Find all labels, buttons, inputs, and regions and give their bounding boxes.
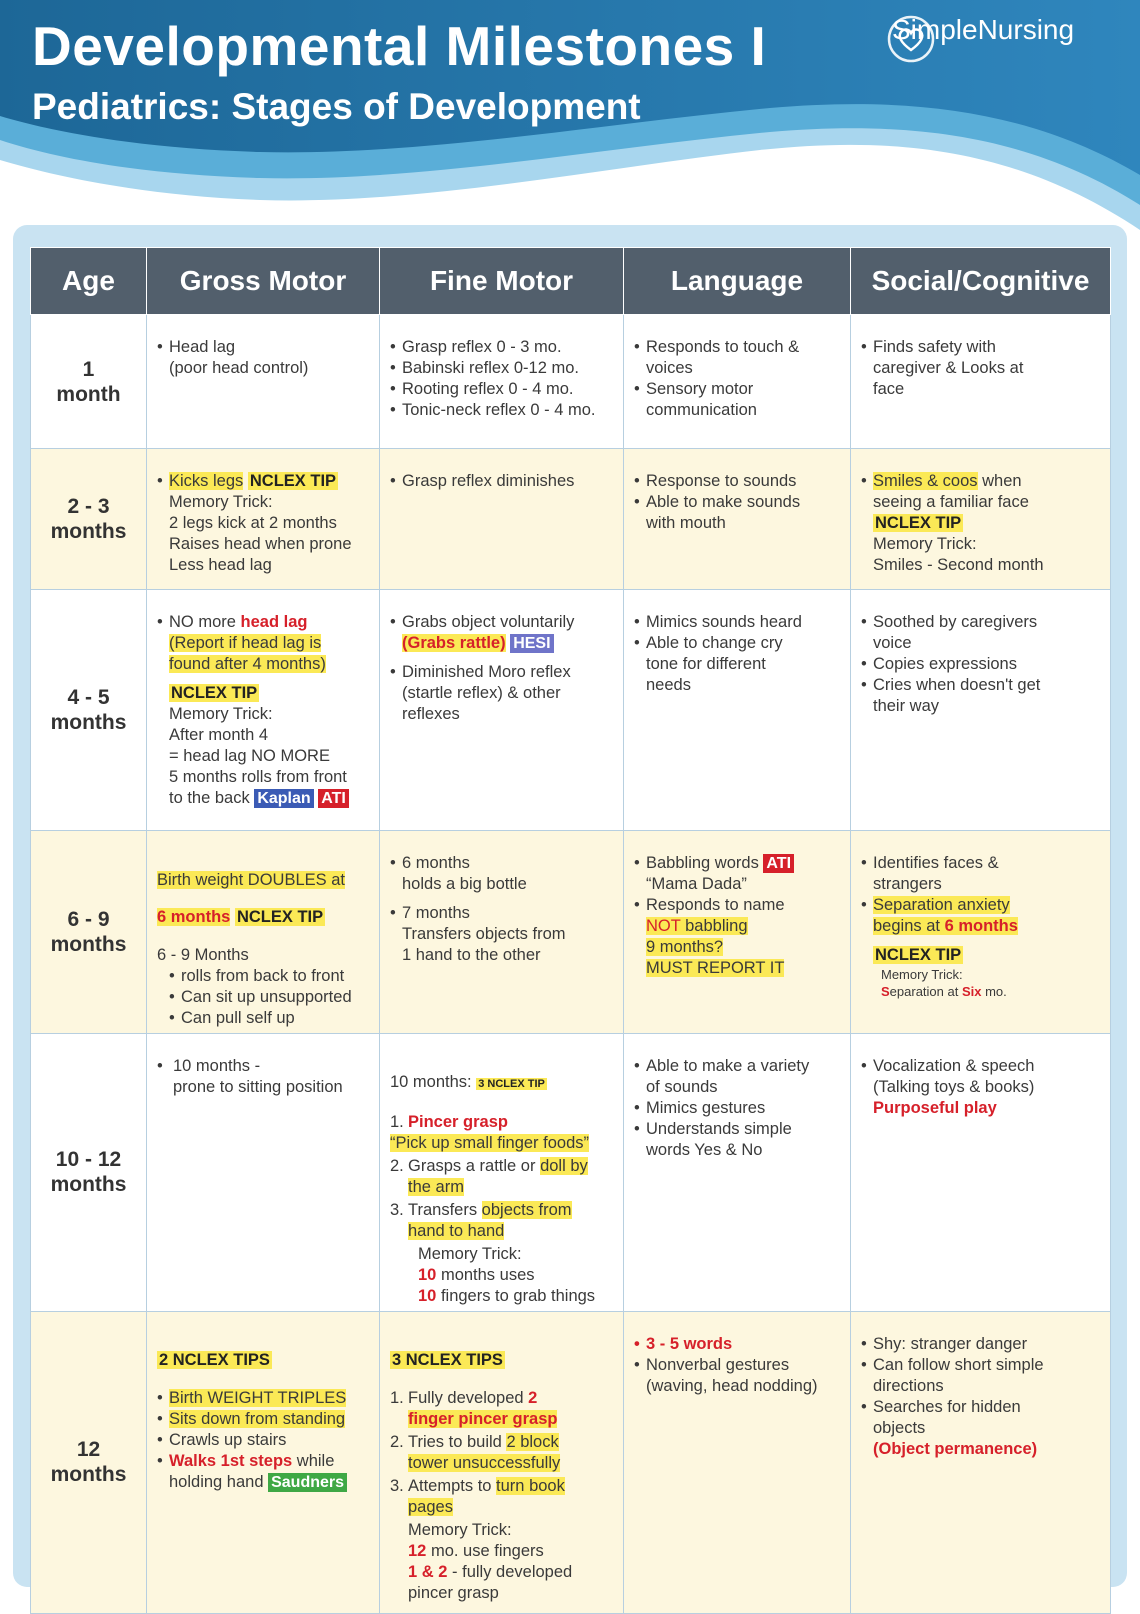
list-item: • Crawls up stairs bbox=[157, 1430, 373, 1451]
list-item: (Object permanence) bbox=[873, 1439, 1038, 1458]
list-item: needs bbox=[646, 676, 691, 694]
list-item: 1 hand to the other bbox=[402, 946, 541, 964]
list-item: • Copies expressions bbox=[861, 654, 1104, 675]
list-item bbox=[157, 1350, 373, 1371]
col-header-age: Age bbox=[31, 248, 147, 315]
list-item: • Babinski reflex 0-12 mo. bbox=[390, 358, 617, 379]
list-item: NOT babbling bbox=[646, 917, 748, 935]
list-item: • Cries when doesn't get bbox=[861, 675, 1104, 696]
list-item: • Smiles & coos when bbox=[861, 471, 1104, 492]
list-item: face bbox=[873, 380, 905, 398]
list-item: holds a big bottle bbox=[402, 875, 527, 893]
list-item: • Head lag bbox=[157, 337, 373, 358]
list-item: pincer grasp bbox=[408, 1583, 499, 1602]
list-item: Memory Trick: bbox=[169, 705, 273, 723]
list-item: of sounds bbox=[646, 1077, 718, 1096]
list-item: MUST REPORT IT bbox=[646, 959, 785, 977]
list-item: seeing a familiar face bbox=[873, 493, 1029, 511]
list-item: reflexes bbox=[402, 705, 460, 723]
list-item: • NO more head lag bbox=[157, 612, 373, 633]
nclex-tip-badge: 3 NCLEX TIP bbox=[478, 1078, 545, 1090]
list-item: • Able to make a variety bbox=[634, 1056, 844, 1077]
brand-name: SimpleNursing bbox=[892, 14, 1075, 45]
list-item: • Babbling words ATI bbox=[634, 853, 844, 874]
list-item: Purposeful play bbox=[873, 1098, 997, 1117]
fine-motor-cell bbox=[380, 831, 624, 1034]
list-item: prone to sitting position bbox=[173, 1077, 343, 1096]
table-row bbox=[31, 1311, 1111, 1613]
col-header-fine-motor: Fine Motor bbox=[380, 248, 624, 315]
list-item: 6 - 9 Months bbox=[157, 945, 249, 964]
list-item: • Separation anxiety bbox=[861, 895, 1104, 916]
table-row bbox=[31, 1033, 1111, 1311]
list-item: After month 4 bbox=[169, 726, 269, 744]
list-item: 2. Tries to build 2 block tower unsuccessfully bbox=[390, 1432, 561, 1472]
list-item: • Finds safety with bbox=[861, 337, 1104, 358]
nclex-tips-badge: 2 NCLEX TIPS bbox=[159, 1351, 270, 1369]
social-cognitive-cell bbox=[851, 1311, 1111, 1613]
gross-motor-cell bbox=[147, 831, 380, 1034]
language-cell bbox=[624, 1311, 851, 1613]
table-row bbox=[31, 315, 1111, 449]
language-cell bbox=[624, 315, 851, 449]
table-row bbox=[31, 831, 1111, 1034]
fine-motor-cell bbox=[380, 590, 624, 831]
age-cell: 1 month bbox=[31, 315, 147, 449]
list-item: • 6 months bbox=[390, 853, 617, 874]
gross-motor-cell bbox=[147, 315, 380, 449]
list-item: 12 mo. use fingers bbox=[408, 1541, 544, 1560]
gross-motor-cell bbox=[147, 1311, 380, 1613]
list-item: • Vocalization & speech bbox=[861, 1056, 1104, 1077]
list-item: • Sits down from standing bbox=[157, 1409, 373, 1430]
list-item: Memory Trick: bbox=[408, 1520, 512, 1539]
list-item: • Understands simple bbox=[634, 1119, 844, 1140]
list-item: 5 months rolls from front bbox=[169, 768, 347, 786]
nclex-tip-badge: NCLEX TIP bbox=[875, 514, 962, 532]
age-cell: 10 - 12 months bbox=[31, 1033, 147, 1311]
age-cell: 4 - 5 months bbox=[31, 590, 147, 831]
list-item: 3. Transfers objects from hand to hand bbox=[390, 1200, 572, 1240]
list-item: communication bbox=[646, 401, 757, 419]
language-cell bbox=[624, 590, 851, 831]
list-item: • Grasp reflex 0 - 3 mo. bbox=[390, 337, 617, 358]
list-item: Less head lag bbox=[169, 556, 272, 574]
list-item: Memory Trick: bbox=[169, 493, 273, 511]
list-item: = head lag NO MORE bbox=[169, 747, 330, 765]
social-cognitive-cell bbox=[851, 590, 1111, 831]
list-item: begins at 6 months bbox=[873, 917, 1018, 935]
list-item: • Identifies faces & bbox=[861, 853, 1104, 874]
list-item: • Nonverbal gestures bbox=[634, 1355, 844, 1376]
list-item: • Searches for hidden bbox=[861, 1397, 1104, 1418]
language-cell bbox=[624, 449, 851, 590]
nclex-tip-badge: NCLEX TIP bbox=[236, 908, 324, 926]
list-item: Smiles - Second month bbox=[873, 556, 1044, 574]
list-item: Transfers objects from bbox=[402, 925, 566, 943]
list-item: 3. Attempts to turn book pages bbox=[390, 1476, 565, 1516]
list-item: 10 fingers to grab things bbox=[418, 1286, 596, 1305]
list-item: • Can follow short simple bbox=[861, 1355, 1104, 1376]
list-item: 1 & 2 - fully developed bbox=[408, 1562, 573, 1581]
list-item: • Can sit up unsupported bbox=[169, 987, 373, 1008]
list-item: • Able to make sounds bbox=[634, 492, 844, 513]
heart-stethoscope-icon bbox=[886, 14, 936, 64]
list-item: directions bbox=[873, 1376, 944, 1395]
col-header-social-cognitive: Social/Cognitive bbox=[851, 248, 1111, 315]
list-item: 2 legs kick at 2 months bbox=[169, 514, 337, 532]
list-item: Raises head when prone bbox=[169, 535, 352, 553]
nclex-tip-badge: NCLEX TIP bbox=[875, 946, 962, 964]
list-item: 10 months: 3 NCLEX TIP bbox=[390, 1073, 545, 1091]
list-item: • Mimics sounds heard bbox=[634, 612, 844, 633]
list-item: • Grabs object voluntarily bbox=[390, 612, 617, 633]
list-item: • Sensory motor bbox=[634, 379, 844, 400]
list-item: holding hand Saudners bbox=[157, 1472, 373, 1493]
list-item: • Walks 1st steps while bbox=[157, 1451, 373, 1472]
list-item: their way bbox=[873, 697, 940, 715]
list-item: Memory Trick: bbox=[881, 967, 963, 982]
list-item: (startle reflex) & other bbox=[402, 684, 561, 702]
list-item bbox=[861, 945, 1104, 966]
milestones-table bbox=[30, 247, 1111, 1614]
social-cognitive-cell bbox=[851, 1033, 1111, 1311]
language-cell bbox=[624, 1033, 851, 1311]
list-item: Memory Trick: bbox=[418, 1244, 522, 1263]
col-header-language: Language bbox=[624, 248, 851, 315]
table-row bbox=[31, 590, 1111, 831]
list-item: Memory Trick: bbox=[873, 535, 977, 553]
list-item: tone for different bbox=[646, 655, 766, 673]
list-item bbox=[861, 513, 1104, 534]
list-item: • Can pull self up bbox=[169, 1008, 373, 1029]
page-title: Developmental Milestones I bbox=[32, 15, 767, 77]
col-header-gross-motor: Gross Motor bbox=[147, 248, 380, 315]
social-cognitive-cell bbox=[851, 831, 1111, 1034]
list-item: • 3 - 5 words bbox=[634, 1334, 844, 1355]
list-item: • Grasp reflex diminishes bbox=[390, 471, 617, 492]
list-item: found after 4 months) bbox=[169, 655, 326, 673]
list-item: 9 months? bbox=[646, 938, 724, 956]
nclex-tip-badge: NCLEX TIP bbox=[171, 684, 258, 702]
list-item bbox=[157, 683, 373, 704]
fine-motor-cell bbox=[380, 1033, 624, 1311]
age-cell: 6 - 9 months bbox=[31, 831, 147, 1034]
gross-motor-cell bbox=[147, 449, 380, 590]
table-header-row bbox=[31, 248, 1111, 315]
list-item: 1. Pincer grasp “Pick up small finger foods” bbox=[390, 1112, 589, 1152]
list-item: • Soothed by caregivers bbox=[861, 612, 1104, 633]
list-item: (Grabs rattle) HESI bbox=[390, 633, 617, 654]
hesi-badge: HESI bbox=[510, 634, 553, 653]
list-item: strangers bbox=[873, 875, 942, 893]
list-item: voice bbox=[873, 634, 912, 652]
kaplan-badge: Kaplan bbox=[254, 789, 313, 808]
list-item: • Tonic-neck reflex 0 - 4 mo. bbox=[390, 400, 617, 421]
list-item: words Yes & No bbox=[646, 1140, 763, 1159]
list-item: • Shy: stranger danger bbox=[861, 1334, 1104, 1355]
list-item: • rolls from back to front bbox=[169, 966, 373, 987]
list-item: • Rooting reflex 0 - 4 mo. bbox=[390, 379, 617, 400]
list-item: Birth weight DOUBLES at bbox=[157, 870, 345, 889]
social-cognitive-cell bbox=[851, 315, 1111, 449]
list-item: (Talking toys & books) bbox=[873, 1077, 1035, 1096]
list-item: • Diminished Moro reflex bbox=[390, 662, 617, 683]
list-item: • Response to sounds bbox=[634, 471, 844, 492]
list-item: (poor head control) bbox=[169, 359, 309, 377]
fine-motor-cell bbox=[380, 449, 624, 590]
gross-motor-cell bbox=[147, 1033, 380, 1311]
header-banner bbox=[0, 0, 1140, 240]
nclex-tips-badge: 3 NCLEX TIPS bbox=[392, 1351, 503, 1369]
list-item: with mouth bbox=[646, 514, 726, 532]
brand bbox=[886, 14, 1074, 46]
fine-motor-cell bbox=[380, 315, 624, 449]
list-item: • Able to change cry bbox=[634, 633, 844, 654]
ati-badge: ATI bbox=[318, 789, 349, 808]
list-item: Separation at Six mo. bbox=[881, 984, 1007, 999]
list-item bbox=[390, 1350, 617, 1371]
list-item: • 7 months bbox=[390, 903, 617, 924]
list-item: objects bbox=[873, 1418, 926, 1437]
list-item: (waving, head nodding) bbox=[646, 1376, 818, 1395]
list-item: voices bbox=[646, 359, 693, 377]
list-item: 10 months uses bbox=[418, 1265, 535, 1284]
list-item: • Birth WEIGHT TRIPLES bbox=[157, 1388, 373, 1409]
list-item: 6 months NCLEX TIP bbox=[157, 908, 324, 926]
gross-motor-cell bbox=[147, 590, 380, 831]
social-cognitive-cell bbox=[851, 449, 1111, 590]
list-item: 1. Fully developed 2 finger pincer grasp bbox=[390, 1388, 558, 1428]
ati-badge: ATI bbox=[763, 854, 794, 873]
fine-motor-cell bbox=[380, 1311, 624, 1613]
nclex-tip-badge: NCLEX TIP bbox=[249, 472, 337, 490]
list-item: (Report if head lag is bbox=[169, 634, 322, 652]
saudners-badge: Saudners bbox=[268, 1473, 347, 1492]
age-cell: 2 - 3 months bbox=[31, 449, 147, 590]
list-item: “Mama Dada” bbox=[646, 875, 747, 893]
list-item: • Responds to name bbox=[634, 895, 844, 916]
list-item: 2. Grasps a rattle or doll by the arm bbox=[390, 1156, 588, 1196]
list-item: • Kicks legs NCLEX TIP bbox=[157, 471, 373, 492]
list-item: • Mimics gestures bbox=[634, 1098, 844, 1119]
list-item: caregiver & Looks at bbox=[873, 359, 1024, 377]
list-item: to the back Kaplan ATI bbox=[157, 788, 373, 809]
language-cell bbox=[624, 831, 851, 1034]
table-row bbox=[31, 449, 1111, 590]
age-cell: 12 months bbox=[31, 1311, 147, 1613]
page-subtitle: Pediatrics: Stages of Development bbox=[32, 86, 641, 127]
list-item: • Responds to touch & bbox=[634, 337, 844, 358]
list-item: • 10 months - bbox=[157, 1056, 373, 1077]
